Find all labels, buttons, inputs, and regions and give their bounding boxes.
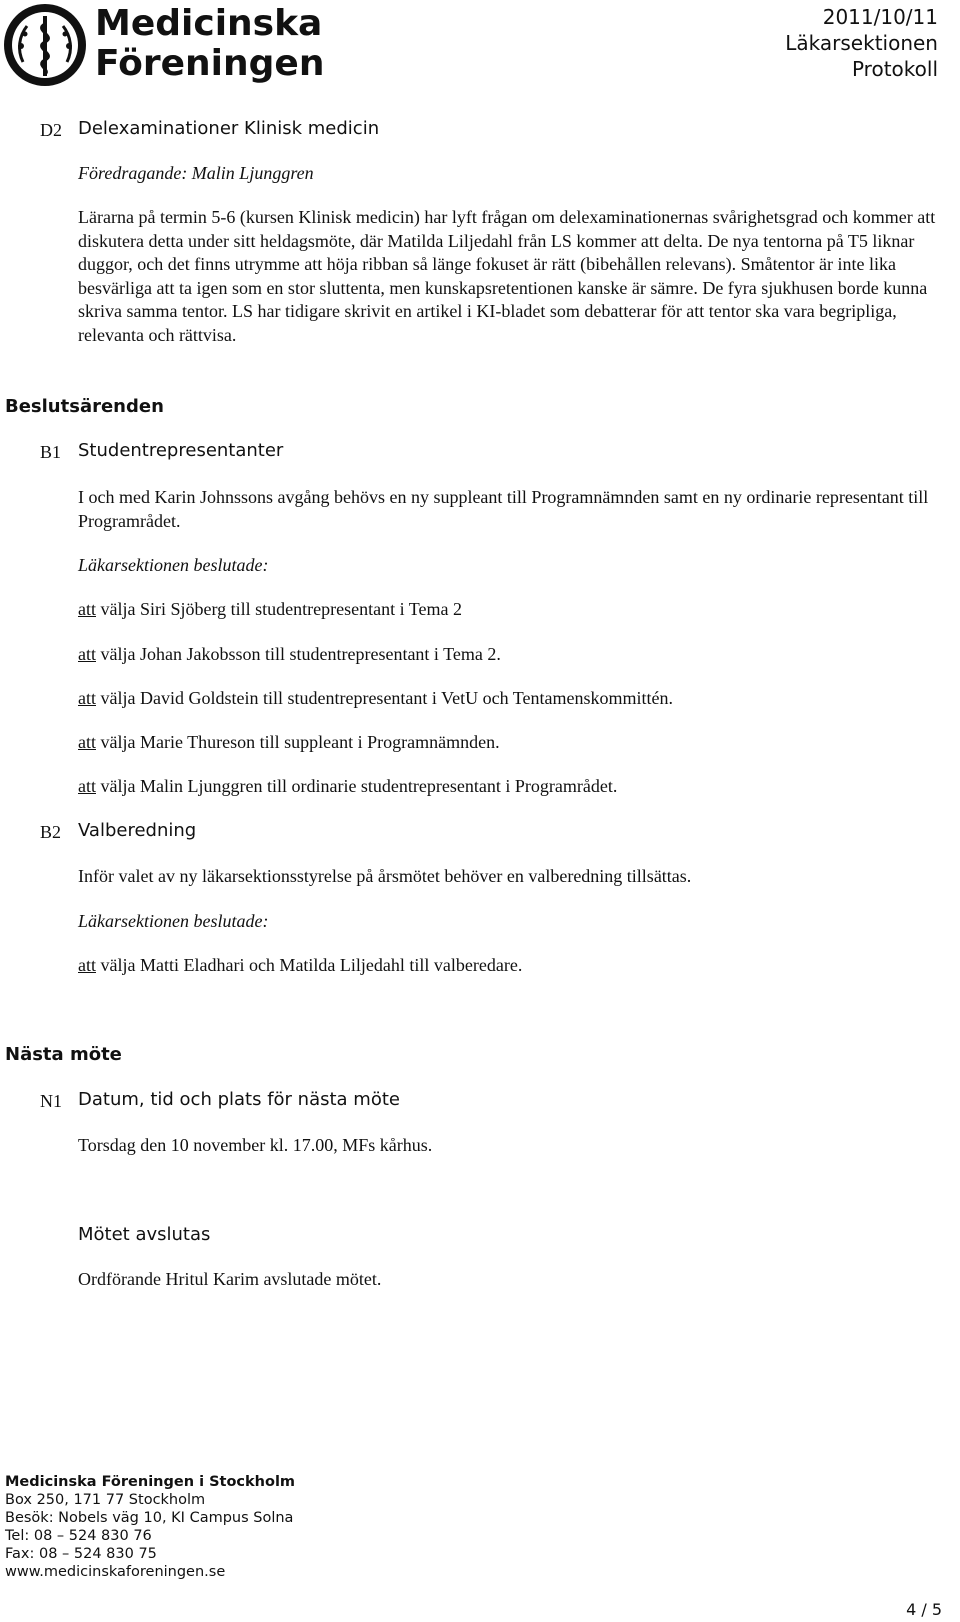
header-date: 2011/10/11 xyxy=(822,5,938,29)
item-title-n1: Datum, tid och plats för nästa möte xyxy=(78,1089,400,1110)
att-keyword: att xyxy=(78,955,96,975)
section-title-beslut: Beslutsärenden xyxy=(5,396,164,417)
decision-text: välja Marie Thureson till suppleant i Programnämnden. xyxy=(96,732,500,752)
decision-text: välja Siri Sjöberg till studentrepresentant i Tema 2 xyxy=(96,599,463,619)
decision-text: välja Johan Jakobsson till studentrepresentant i Tema 2. xyxy=(96,644,501,664)
att-keyword: att xyxy=(78,688,96,708)
footer-visit: Besök: Nobels väg 10, KI Campus Solna xyxy=(5,1510,294,1526)
body-d2: Lärarna på termin 5-6 (kursen Klinisk medicin) har lyft frågan om delexaminationernas svårighetsgrad och kommer att diskutera detta under sitt heldagsmöte, där Matilda Liljedahl från LS kommer att delta. De nya tentorna på T5 liknar duggor, och det finns utrymme att höja ribban så länge fokuset är rätt (bibehållen relevans). Småtentor är inte lika besvärliga att ta igen som en stor sluttenta, men kunskapsretentionen kanske är sämre. De fyra sjukhusen borde kunna skriva samma tentor. LS har tidigare skrivit en artikel i KI-bladet som debatterar för att tentor ska vara begripliga, relevanta och rättvisa. xyxy=(78,207,936,345)
att-keyword: att xyxy=(78,599,96,619)
decision-item xyxy=(78,731,938,755)
body-b2: Inför valet av ny läkarsektionsstyrelse på årsmötet behöver en valberedning tillsättas. xyxy=(78,866,692,886)
footer-web: www.medicinskaforeningen.se xyxy=(5,1564,226,1580)
item-title-b1: Studentrepresentanter xyxy=(78,440,284,461)
decision-item xyxy=(78,598,938,622)
footer-org-name: Medicinska Föreningen i Stockholm xyxy=(5,1474,296,1490)
closing-body: Ordförande Hritul Karim avslutade mötet. xyxy=(78,1269,382,1289)
presenter-d2: Föredragande: Malin Ljunggren xyxy=(78,163,314,183)
footer-contact xyxy=(5,1473,295,1581)
org-name-line2: Föreningen xyxy=(95,43,325,84)
org-name-line1: Medicinska xyxy=(95,3,323,44)
decided-label-b2: Läkarsektionen beslutade: xyxy=(78,911,269,931)
page-number: 4 / 5 xyxy=(906,1600,942,1619)
item-code-d2: D2 xyxy=(40,120,62,140)
att-keyword: att xyxy=(78,776,96,796)
item-code-n1: N1 xyxy=(40,1091,62,1111)
decision-item xyxy=(78,687,938,711)
org-logo-text xyxy=(95,4,324,84)
decision-text: välja Matti Eladhari och Matilda Liljedahl till valberedare. xyxy=(96,955,523,975)
item-title-d2: Delexaminationer Klinisk medicin xyxy=(78,118,380,139)
closing-title: Mötet avslutas xyxy=(78,1224,211,1245)
header-section: Läkarsektionen xyxy=(785,31,938,55)
decision-item xyxy=(78,643,938,667)
footer-tel: Tel: 08 – 524 830 76 xyxy=(5,1528,152,1544)
decided-label-b1: Läkarsektionen beslutade: xyxy=(78,555,269,575)
footer-address: Box 250, 171 77 Stockholm xyxy=(5,1492,206,1508)
body-n1: Torsdag den 10 november kl. 17.00, MFs kårhus. xyxy=(78,1135,433,1155)
section-title-next: Nästa möte xyxy=(5,1044,122,1065)
item-title-b2: Valberedning xyxy=(78,820,197,841)
att-keyword: att xyxy=(78,732,96,752)
footer-fax: Fax: 08 – 524 830 75 xyxy=(5,1546,157,1562)
header-meta xyxy=(785,4,938,82)
decision-text: välja David Goldstein till studentrepresentant i VetU och Tentamenskommittén. xyxy=(96,688,673,708)
body-b1: I och med Karin Johnssons avgång behövs en ny suppleant till Programnämnden samt en ny ordinarie representant till Programrådet. xyxy=(78,487,929,531)
att-keyword: att xyxy=(78,644,96,664)
item-code-b2: B2 xyxy=(40,822,62,842)
mf-emblem-icon xyxy=(3,2,88,89)
decision-item xyxy=(78,954,938,978)
decision-item xyxy=(78,775,938,799)
decision-text: välja Malin Ljunggren till ordinarie studentrepresentant i Programrådet. xyxy=(96,776,618,796)
header-doc-type: Protokoll xyxy=(851,57,938,81)
item-code-b1: B1 xyxy=(40,442,62,462)
